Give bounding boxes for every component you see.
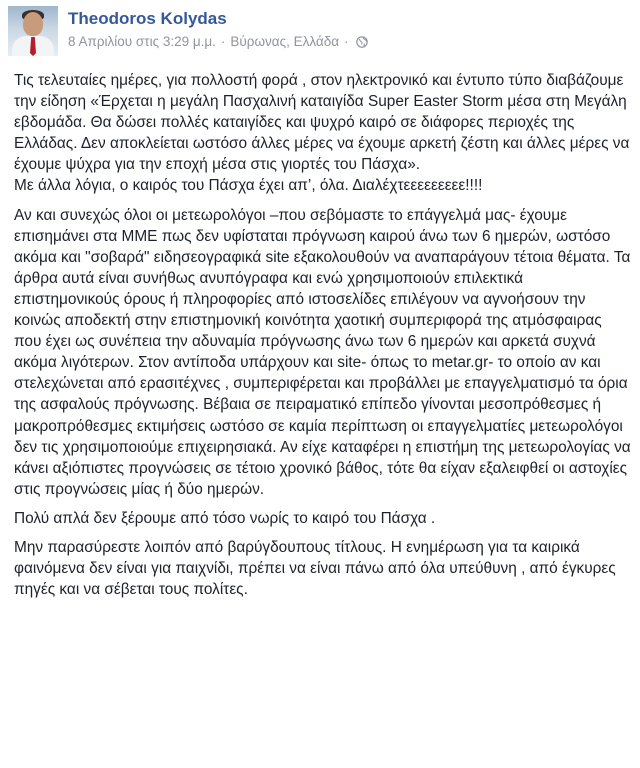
post-meta: [68, 34, 368, 49]
post-paragraph-text: Με άλλα λόγια, ο καιρός του Πάσχα έχει απ’, όλα. Διαλέχτεεεεεεεεε!!!!: [14, 177, 483, 195]
post-paragraph-text: Τις τελευταίες ημέρες, για πολλοστή φορά , στον ηλεκτρονικό και έντυπο τύπο διαβάζουμε την είδηση «Έρχεται η μεγάλη Πασχαλινή καταιγίδα Super Easter Storm μέσα στη Μεγάλη εβδομάδα. Θα δώσει πολλές καταιγίδες και ψυχρό καιρό σε διάφορες περιοχές της Ελλάδας. Δεν αποκλείεται ωστόσο άλλες μέρες να έχουμε αρκετή ζέστη και άλλες μέρες να έχουμε ψύχρα για την εποχή μέσα στις γιορτές του Πάσχα».: [14, 72, 630, 174]
post-paragraph: Αν και συνεχώς όλοι οι μετεωρολόγοι –που σεβόμαστε το επάγγελμά μας- έχουμε επισημάνει στα ΜΜΕ πως δεν υφίσταται πρόγνωση καιρού άνω των 6 ημερών, ωστόσο ακόμα και "σοβαρά" ειδησεογραφικά site εξακολουθούν να αναπαράγουν τέτοια θέματα. Τα άρθρα αυτά είναι συνήθως ανυπόγραφα και ενώ χρησιμοποιούν επιλεκτικά επιστημονικούς όρους ή πληροφορίες από ιστοσελίδες επιλέγουν να αγνοήσουν την κοινώς αποδεκτή στην επιστημονική κοινότητα χαοτική συμπεριφορά της ατμόσφαιρας που έχει ως συνέπεια την αδυναμία πρόγνωσης άνω των 6 ημερών και αρκετά συχνά ακόμα λιγότερων. Στον αντίποδα υπάρχουν και site- όπως το metar.gr- το οποίο αν και στελεχώνεται από ερασιτέχνες , συμπεριφέρεται και προβάλλει με επαγγελματισμό τα όρια της ασφαλούς πρόγνωσης. Βέβαια σε πειραματικό επίπεδο γίνονται μεσοπρόθεσμες ή μακροπρόθεσμες εκτιμήσεις ωστόσο σε καμία περίπτωση οι επαγγελματίες μετεωρολόγοι δεν τις χρησιμοποιούμε επιχειρησιακά. Αν είχε καταφέρει η επιστήμη της μετεωρολογίας να κάνει αξιόπιστες προγνώσεις σε τέτοιο χρονικό βάθος, τότε θα είχαν εξαλειφθεί οι αστοχίες στις προγνώσεις μίας ή δύο ημερών.: [14, 206, 631, 498]
author-name-link[interactable]: Theodoros Kolydas: [68, 9, 227, 28]
post-location-link[interactable]: Βύρωνας, Ελλάδα: [230, 34, 340, 49]
post-paragraph: Μην παρασύρεστε λοιπόν από βαρύγδουπους τίτλους. Η ενημέρωση για τα καιρικά φαινόμενα δεν είναι για παιχνίδι, πρέπει να είναι πάνω από όλα υπεύθυνη , από έγκυρες πηγές και να σέβεται τους πολίτες.: [14, 538, 616, 599]
meta-separator: ·: [220, 34, 226, 49]
author-avatar[interactable]: [8, 6, 58, 56]
meta-separator-2: ·: [344, 34, 349, 49]
post-body: [14, 70, 632, 608]
post-timestamp-link[interactable]: 8 Απριλίου στις 3:29 μ.μ.: [68, 34, 216, 49]
post-paragraph: Πολύ απλά δεν ξέρουμε από τόσο νωρίς το καιρό του Πάσχα .: [14, 509, 436, 527]
post-paragraph: [14, 70, 632, 197]
globe-icon[interactable]: [356, 36, 368, 48]
avatar-head: [23, 12, 43, 36]
